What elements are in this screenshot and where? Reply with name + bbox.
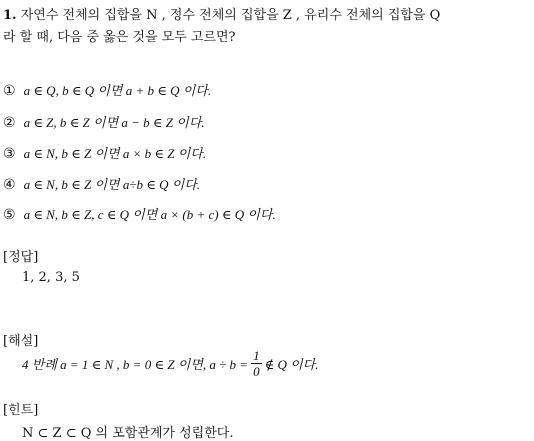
choice-5-text: a ∈ N, b ∈ Z, c ∈ Q 이면 a × (b + c) ∈ Q 이다.	[23, 207, 276, 222]
choice-1	[3, 80, 211, 99]
choice-2-text: a ∈ Z, b ∈ Z 이면 a − b ∈ Z 이다.	[23, 115, 205, 130]
choice-4-mark: ④	[3, 177, 16, 193]
choice-2	[3, 112, 205, 131]
choice-1-text: a ∈ Q, b ∈ Q 이면 a + b ∈ Q 이다.	[23, 83, 212, 98]
choice-4-text: a ∈ N, b ∈ Z 이면 a÷b ∈ Q 이다.	[23, 177, 201, 192]
fraction-numerator: 1	[253, 348, 260, 363]
question-number: 1.	[3, 8, 17, 23]
explanation-body	[22, 348, 318, 379]
explanation-label: [해설]	[3, 334, 39, 349]
choice-5	[3, 204, 276, 223]
explanation-suffix: ∉ Q 이다.	[264, 357, 319, 372]
choice-2-mark: ②	[3, 115, 16, 131]
hint-text: N ⊂ Z ⊂ Q 의 포함관계가 성립한다.	[22, 426, 234, 441]
fraction	[251, 348, 262, 379]
question-line-2: 라 할 때, 다음 중 옳은 것을 모두 고르면?	[3, 30, 236, 45]
question-text-1: 자연수 전체의 집합을 N , 정수 전체의 집합을 Z , 유리수 전체의 집합을 Q	[20, 8, 441, 23]
answer-label: [정답]	[3, 250, 39, 265]
answer-text: 1, 2, 3, 5	[22, 270, 80, 285]
choice-1-mark: ①	[3, 83, 16, 99]
choice-3	[3, 143, 206, 162]
explanation-prefix: 4 반례 a = 1 ∈ N , b = 0 ∈ Z 이면, a ÷ b =	[22, 357, 249, 372]
choice-3-text: a ∈ N, b ∈ Z 이면 a × b ∈ Z 이다.	[23, 146, 207, 161]
choice-4	[3, 174, 200, 193]
choice-5-mark: ⑤	[3, 207, 16, 223]
hint-label: [힌트]	[3, 403, 39, 418]
choice-3-mark: ③	[3, 146, 16, 162]
fraction-denominator: 0	[253, 364, 260, 379]
question-line-1	[3, 4, 440, 23]
